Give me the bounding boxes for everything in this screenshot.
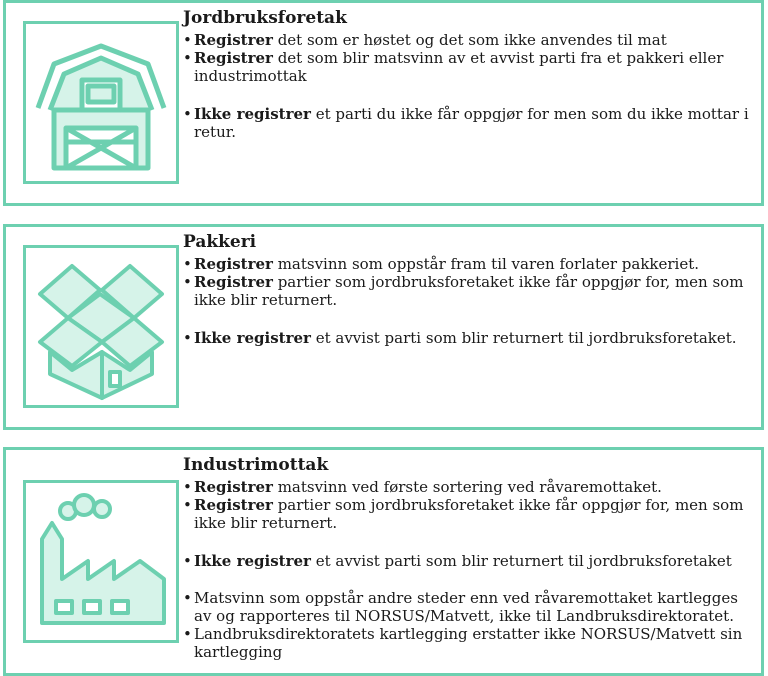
bullet-list bbox=[183, 478, 755, 661]
bullet-text: Landbruksdirektoratets kartlegging erstatter ikke NORSUS/Matvett sin kartlegging bbox=[194, 625, 743, 661]
bullet-strong: Ikke registrer bbox=[194, 105, 311, 123]
bullet-item bbox=[183, 625, 755, 661]
bullet-strong: Registrer bbox=[194, 49, 273, 67]
bullet-item bbox=[183, 552, 755, 570]
bullet-item bbox=[183, 31, 755, 49]
section-title: Pakkeri bbox=[183, 232, 257, 252]
section-title: Jordbruksforetak bbox=[183, 8, 347, 28]
bullet-text: partier som jordbruksforetaket ikke får oppgjør for, men som ikke blir returnert. bbox=[194, 273, 744, 309]
bullet-strong: Registrer bbox=[194, 273, 273, 291]
section-title: Industrimottak bbox=[183, 455, 329, 475]
bullet-text: et avvist parti som blir returnert til jordbruksforetaket. bbox=[310, 329, 737, 347]
bullet-strong: Ikke registrer bbox=[194, 329, 311, 347]
bullet-item bbox=[183, 329, 755, 347]
section-text bbox=[183, 231, 755, 347]
bullet-text: et parti du ikke får oppgjør for men som du ikke mottar i retur. bbox=[194, 105, 749, 141]
section-pakkeri bbox=[3, 224, 764, 430]
bullet-text: matsvinn ved første sortering ved råvaremottaket. bbox=[272, 478, 662, 496]
bullet-list bbox=[183, 31, 755, 141]
bullet-item bbox=[183, 255, 755, 273]
bullet-text: et avvist parti som blir returnert til jordbruksforetaket bbox=[310, 552, 732, 570]
section-jordbruksforetak bbox=[3, 0, 764, 206]
barn-icon bbox=[26, 24, 176, 181]
bullet-strong: Ikke registrer bbox=[194, 552, 311, 570]
bullet-strong: Registrer bbox=[194, 496, 273, 514]
factory-icon bbox=[26, 483, 176, 640]
section-text bbox=[183, 7, 755, 141]
bullet-text: det som blir matsvinn av et avvist parti fra et pakkeri eller industrimottak bbox=[194, 49, 724, 85]
bullet-strong: Registrer bbox=[194, 478, 273, 496]
bullet-strong: Registrer bbox=[194, 255, 273, 273]
section-industrimottak bbox=[3, 447, 764, 676]
bullet-item bbox=[183, 496, 755, 532]
bullet-item bbox=[183, 49, 755, 85]
bullet-text: matsvinn som oppstår fram til varen forlater pakkeriet. bbox=[272, 255, 700, 273]
section-text bbox=[183, 454, 755, 661]
bullet-strong: Registrer bbox=[194, 31, 273, 49]
box-icon-frame bbox=[23, 245, 179, 408]
bullet-item bbox=[183, 105, 755, 141]
bullet-text: Matsvinn som oppstår andre steder enn ved råvaremottaket kartlegges av og rapporteres til NORSUS/Matvett, ikke til Landbruksdirektoratet. bbox=[194, 589, 738, 625]
factory-icon-frame bbox=[23, 480, 179, 643]
bullet-item bbox=[183, 478, 755, 496]
barn-icon-frame bbox=[23, 21, 179, 184]
bullet-text: det som er høstet og det som ikke anvendes til mat bbox=[272, 31, 667, 49]
box-icon bbox=[26, 248, 176, 405]
bullet-item bbox=[183, 273, 755, 309]
bullet-list bbox=[183, 255, 755, 347]
bullet-text: partier som jordbruksforetaket ikke får oppgjør for, men som ikke blir returnert. bbox=[194, 496, 744, 532]
bullet-item bbox=[183, 589, 755, 625]
